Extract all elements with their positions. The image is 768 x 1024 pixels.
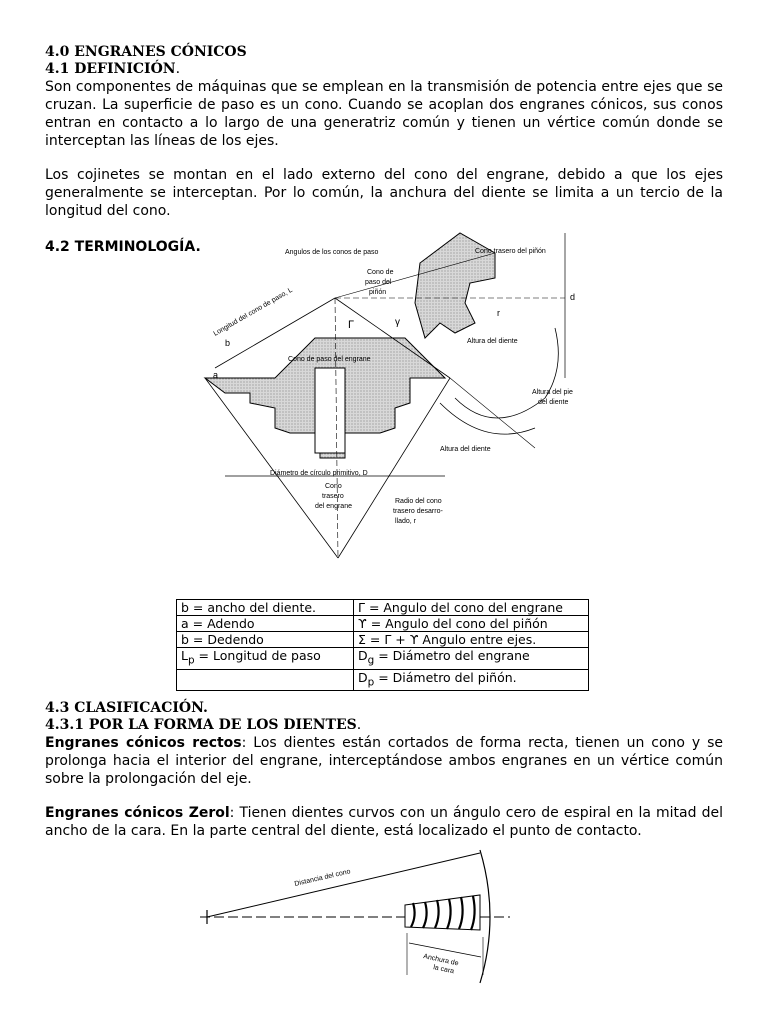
label-radio-1: Radio del cono [395,498,442,505]
label-altura-diente: Altura del diente [467,338,518,345]
label-altura-pie-1: Altura del pie [532,389,573,396]
definition-paragraph-1: Son componentes de máquinas que se emplean en la transmisión de potencia entre ejes que se cruzan. La superficie de paso es un cono. Cuando se acoplan dos engranes cónicos, sus conos entran en contacto a lo largo de una generatriz común y tienen un vértice común donde se interceptan las líneas de los ejes. [45,79,723,149]
label-anchura-2: la cara [432,964,455,976]
gear-shaft-bore [315,368,345,453]
label-dp: d [570,292,576,302]
label-anchura-1: Anchura de [422,953,460,968]
label-cono-trasero-1: Cono [325,483,342,490]
definition-title: 4.1 DEFINICIÓN. [45,61,181,77]
classification-title: 4.3 CLASIFICACIÓN. [45,700,208,716]
label-rbp: r [497,308,500,318]
label-cono-trasero-pinon: Cono trasero del piñón [475,248,546,255]
label-radio-3: llado, r [395,518,417,525]
section-title: 4.0 ENGRANES CÓNICOS [45,44,247,60]
rectos-paragraph: Engranes cónicos rectos: Los dientes están cortados de forma recta, tienen un cono y se prolonga hacia el interior del engrane, interceptándose ambos engranes en un vértice común sobre la prolongación del eje. [45,735,723,787]
table-row: $L_p$ = Longitud de paso $D_g$ = Diámetro del engrane [177,648,589,670]
label-cono-paso-pinon-1: Cono de [367,269,394,276]
label-altura-pie-2: del diente [538,399,569,406]
label-distancia-cono: Distancia del cono [293,868,352,888]
label-b: b [225,338,231,348]
bevel-gear-terminology-diagram [195,228,595,583]
zerol-gear-diagram [195,845,515,985]
label-angulos: Angulos de los conos de paso [285,249,379,256]
label-cono-paso-pinon-2: paso del [365,279,392,286]
label-cono-paso-engrane: Cono de paso del engrane [288,356,371,363]
label-altura-diente-2: Altura del diente [440,446,491,453]
label-gamma-lower: γ [395,317,400,328]
terminology-title: 4.2 TERMINOLOGÍA. [45,239,201,255]
definition-paragraph-2: Los cojinetes se montan en el lado externo del cono del engrane, debido a que los ejes generalmente se interceptan. Por lo común, la anchura del diente se limita a un tercio de la longitud del cono. [45,167,723,219]
table-row: a = Adendo ϒ = Angulo del cono del piñón [177,616,589,632]
label-diametro: Diámetro de círculo primitivo, D [270,470,368,477]
label-cono-trasero-3: del engrane [315,503,352,510]
label-longitud: Longitud del cono de paso, L [212,286,294,338]
table-row: b = Dedendo Σ = Γ + ϒ Angulo entre ejes. [177,632,589,648]
label-radio-2: trasero desarro- [393,508,443,515]
symbols-table [176,599,589,691]
label-a: a [213,370,219,380]
table-row: $D_p$ = Diámetro del piñón. [177,669,589,691]
table-row: b = ancho del diente. Γ = Angulo del cono del engrane [177,600,589,616]
classification-subtitle: 4.3.1 POR LA FORMA DE LOS DIENTES. [45,717,362,733]
label-gamma-upper: Γ [348,319,355,331]
label-cono-trasero-2: trasero [322,493,344,500]
label-cono-paso-pinon-3: piñón [369,289,387,296]
zerol-paragraph: Engranes cónicos Zerol: Tienen dientes curvos con un ángulo cero de espiral en la mitad del ancho de la cara. En la parte central del diente, está localizado el punto de contacto. [45,805,723,839]
